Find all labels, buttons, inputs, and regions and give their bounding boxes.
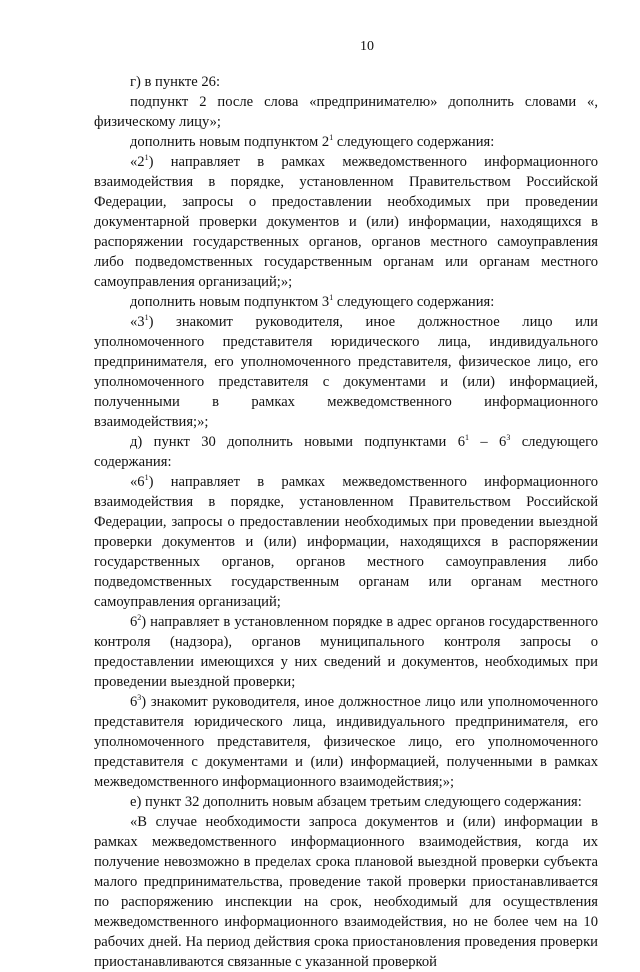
paragraph (94, 72, 598, 92)
superscript: 1 (144, 313, 149, 322)
superscript: 1 (329, 293, 334, 302)
paragraph-text: ) направляет в установленном порядке в адрес органов государственного контроля (надзора), органов муниципального контроля запросы о предоставлении имеющихся у них сведений и документов, необходимых при проведении выездной проверки; (94, 614, 598, 690)
paragraph (94, 292, 598, 312)
paragraph (94, 812, 598, 972)
paragraph-text: дополнить новым подпунктом 3 (130, 294, 330, 310)
document-body (94, 72, 598, 972)
paragraph (94, 792, 598, 812)
superscript: 1 (329, 133, 334, 142)
paragraph-text: ) знакомит руководителя, иное должностное лицо или уполномоченного представителя юридического лица, индивидуального предпринимателя, его уполномоченного представителя, физическое лицо, его уполномоченного представителя с документами и (или) информацией, полученными в рамках межведомственного информационного взаимодействия;»; (94, 694, 598, 790)
paragraph-text: 6 (130, 614, 138, 630)
paragraph (94, 472, 598, 612)
paragraph (94, 432, 598, 472)
superscript: 1 (465, 433, 469, 442)
superscript: 3 (506, 433, 511, 442)
paragraph (94, 312, 598, 432)
superscript: 1 (144, 473, 149, 482)
paragraph-text: г) в пункте 26: (130, 74, 220, 90)
paragraph-text: следующего содержания: (94, 434, 598, 470)
superscript: 3 (137, 693, 142, 702)
paragraph-text: «3 (130, 314, 145, 330)
paragraph-text: «6 (130, 474, 145, 490)
paragraph-text: подпункт 2 после слова «предпринимателю» дополнить словами «, физическому лицу»; (94, 94, 598, 130)
paragraph (94, 132, 598, 152)
paragraph-text: «В случае необходимости запроса документов и (или) информации в рамках межведомственного информационного взаимодействия, когда их получение невозможно в пределах срока плановой выездной проверки субъекта малого предпринимательства, проведение такой проверки приостанавливается по распоряжению инспекции на срок, необходимый для осуществления межведомственного информационного взаимодействия, но не более чем на 10 рабочих дней. На период действия срока приостановления проведения проверки приостанавливаются связанные с указанной проверкой (94, 814, 598, 970)
paragraph-text: дополнить новым подпунктом 2 (130, 134, 330, 150)
paragraph (94, 152, 598, 292)
paragraph-text: е) пункт 32 дополнить новым абзацем третьим следующего содержания: (130, 794, 582, 810)
superscript: 2 (137, 613, 142, 622)
paragraph (94, 92, 598, 132)
superscript: 1 (144, 153, 149, 162)
paragraph-text: 6 (130, 694, 138, 710)
paragraph-text: д) пункт 30 дополнить новыми подпунктами 6 (130, 434, 465, 450)
paragraph-text: ) направляет в рамках межведомственного информационного взаимодействия в порядке, установленном Правительством Российской Федерации, запросы о предоставлении необходимых при проведении выездной проверки документов и (или) информации, находящихся в распоряжении государственных органов, органов местного самоуправления либо подведомственных государственным органам или органам местного самоуправления организаций; (94, 474, 598, 610)
paragraph-text: ) знакомит руководителя, иное должностное лицо или уполномоченного представителя юридического лица, индивидуального предпринимателя, его уполномоченного представителя, физическое лицо, его уполномоченного представителя с документами и (или) информацией, полученными в рамках межведомственного информационного взаимодействия;»; (94, 314, 598, 430)
paragraph (94, 692, 598, 792)
page-number: 10 (360, 39, 374, 54)
paragraph (94, 612, 598, 692)
paragraph-text: – 6 (469, 434, 507, 450)
paragraph-text: следующего содержания: (333, 294, 495, 310)
paragraph-text: ) направляет в рамках межведомственного информационного взаимодействия в порядке, установленном Правительством Российской Федерации, запросы о предоставлении необходимых при проведении документарной проверки документов и (или) информации, находящихся в распоряжении государственных органов, органов местного самоуправления либо подведомственных государственным органам или органам местного самоуправления организаций;»; (94, 154, 598, 290)
paragraph-text: «2 (130, 154, 145, 170)
paragraph-text: следующего содержания: (333, 134, 495, 150)
